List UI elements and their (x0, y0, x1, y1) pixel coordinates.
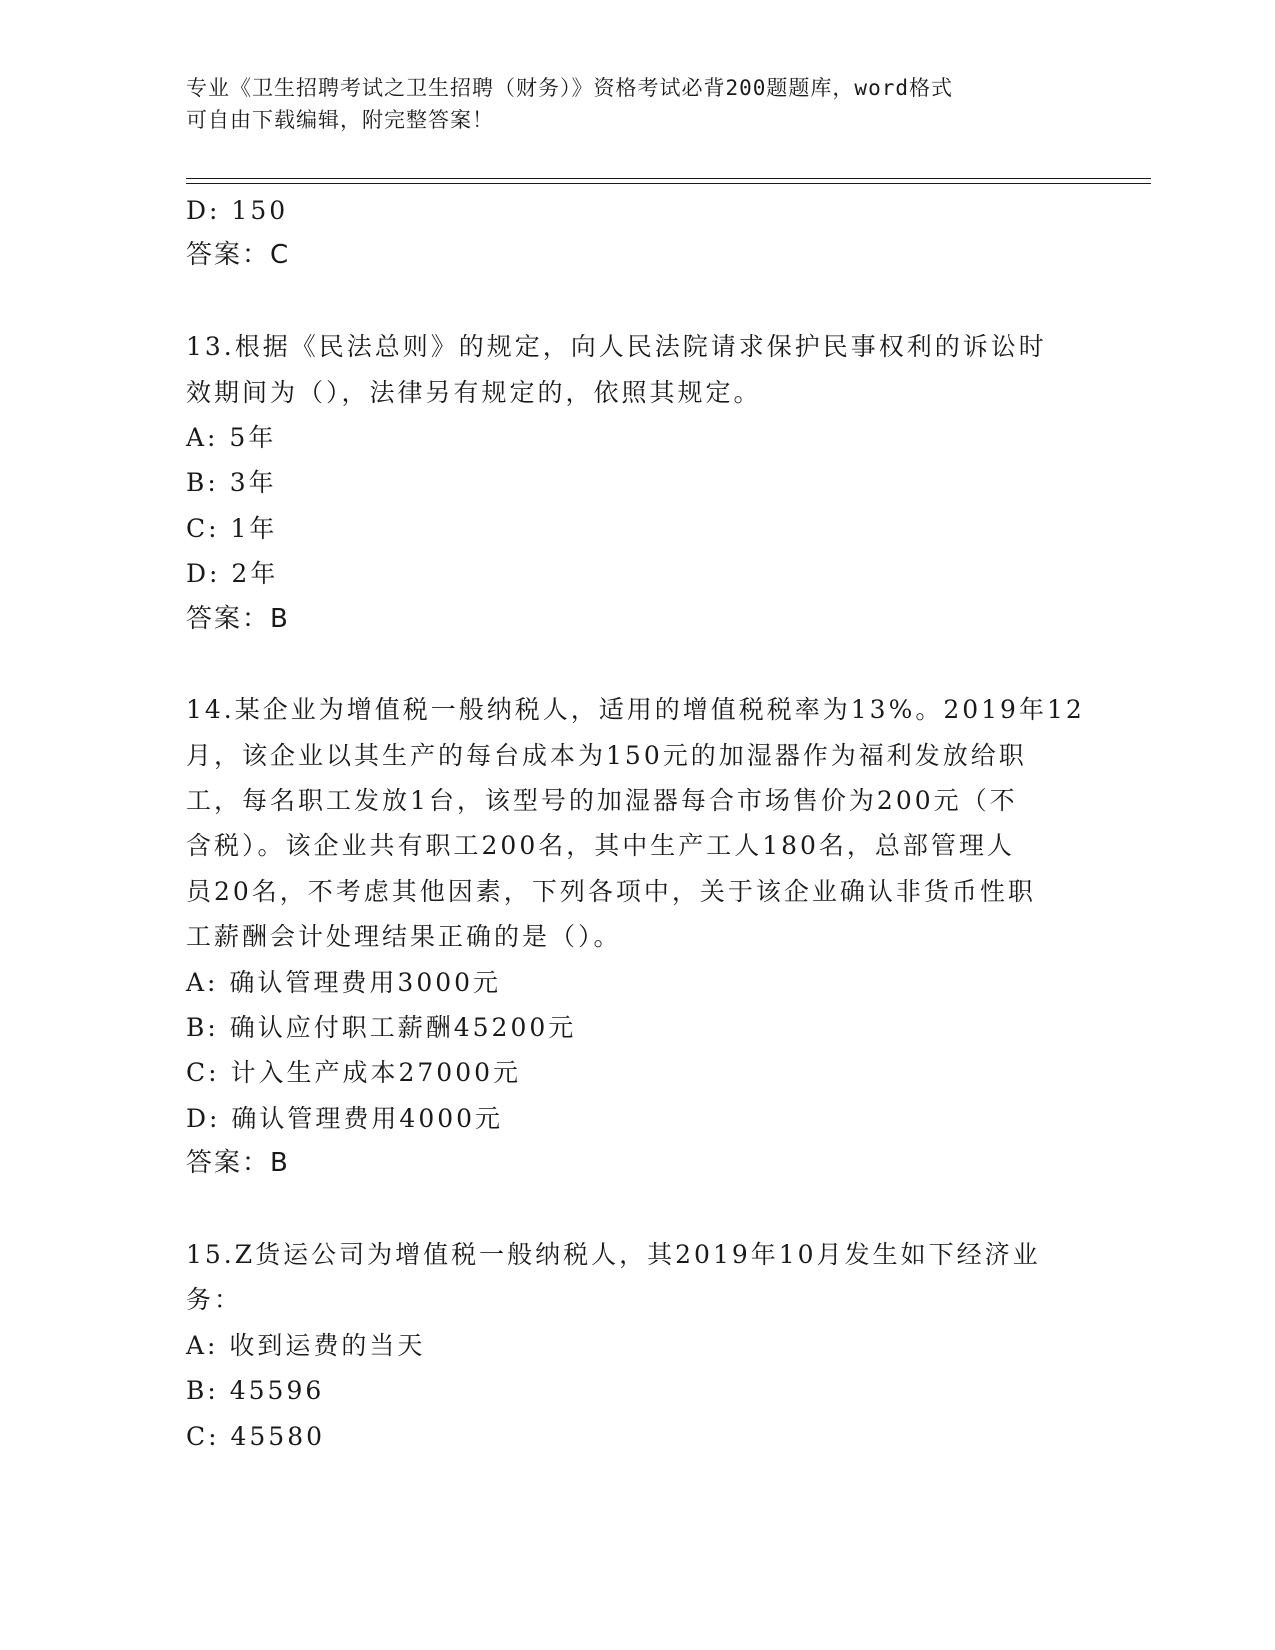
spacer (186, 642, 1106, 687)
q14-option-c: C: 计入生产成本27000元 (186, 1058, 522, 1088)
q13-option-a: A: 5年 (186, 422, 277, 452)
q15-option-a: A: 收到运费的当天 (186, 1330, 426, 1360)
q13-option-c: C: 1年 (186, 513, 278, 543)
header-title-line-2: 可自由下载编辑，附完整答案！ (186, 108, 494, 132)
page-header (186, 72, 1086, 136)
q14-answer: 答案：B (186, 1148, 290, 1179)
spacer (186, 279, 1106, 324)
q14-option-d: D: 确认管理费用4000元 (186, 1103, 504, 1133)
q14-stem-line-2: 月，该企业以其生产的每台成本为150元的加湿器作为福利发放给职 (186, 740, 1027, 770)
q13-stem-line-1: 13.根据《民法总则》的规定，向人民法院请求保护民事权利的诉讼时 (186, 332, 1047, 362)
q14-option-a: A: 确认管理费用3000元 (186, 967, 502, 997)
prev-answer: 答案：C (186, 240, 291, 271)
header-title-line-1: 专业《卫生招聘考试之卫生招聘（财务）》资格考试必背200题题库，word格式 (186, 76, 953, 100)
q13-stem-line-2: 效期间为（），法律另有规定的，依照其规定。 (186, 377, 762, 407)
q13-option-d: D: 2年 (186, 559, 279, 589)
q14-stem-line-3: 工，每名职工发放1台，该型号的加湿器每合市场售价为200元（不 (186, 786, 1018, 816)
q13-option-b: B: 3年 (186, 468, 277, 498)
q14-option-b: B: 确认应付职工薪酬45200元 (186, 1013, 577, 1043)
q14-stem-line-6: 工薪酬会计处理结果正确的是（）。 (186, 922, 622, 952)
question-content (186, 188, 1106, 1459)
header-divider-bottom (186, 183, 1151, 184)
spacer (186, 1187, 1106, 1232)
q15-stem-line-1: 15.Z货运公司为增值税一般纳税人，其2019年10月发生如下经济业 (186, 1239, 1041, 1269)
q14-stem-line-5: 员20名，不考虑其他因素，下列各项中，关于该企业确认非货币性职 (186, 876, 1036, 906)
q15-option-c: C: 45580 (186, 1421, 326, 1451)
q15-stem-line-2: 务： (186, 1285, 243, 1315)
prev-option-d: D: 150 (186, 196, 289, 225)
header-divider-top (186, 178, 1151, 179)
q14-stem-line-1: 14.某企业为增值税一般纳税人，适用的增值税税率为13%。2019年12 (186, 695, 1085, 725)
q13-answer: 答案：B (186, 603, 290, 634)
q15-option-b: B: 45596 (186, 1376, 325, 1406)
q14-stem-line-4: 含税）。该企业共有职工200名，其中生产工人180名，总部管理人 (186, 831, 1015, 861)
